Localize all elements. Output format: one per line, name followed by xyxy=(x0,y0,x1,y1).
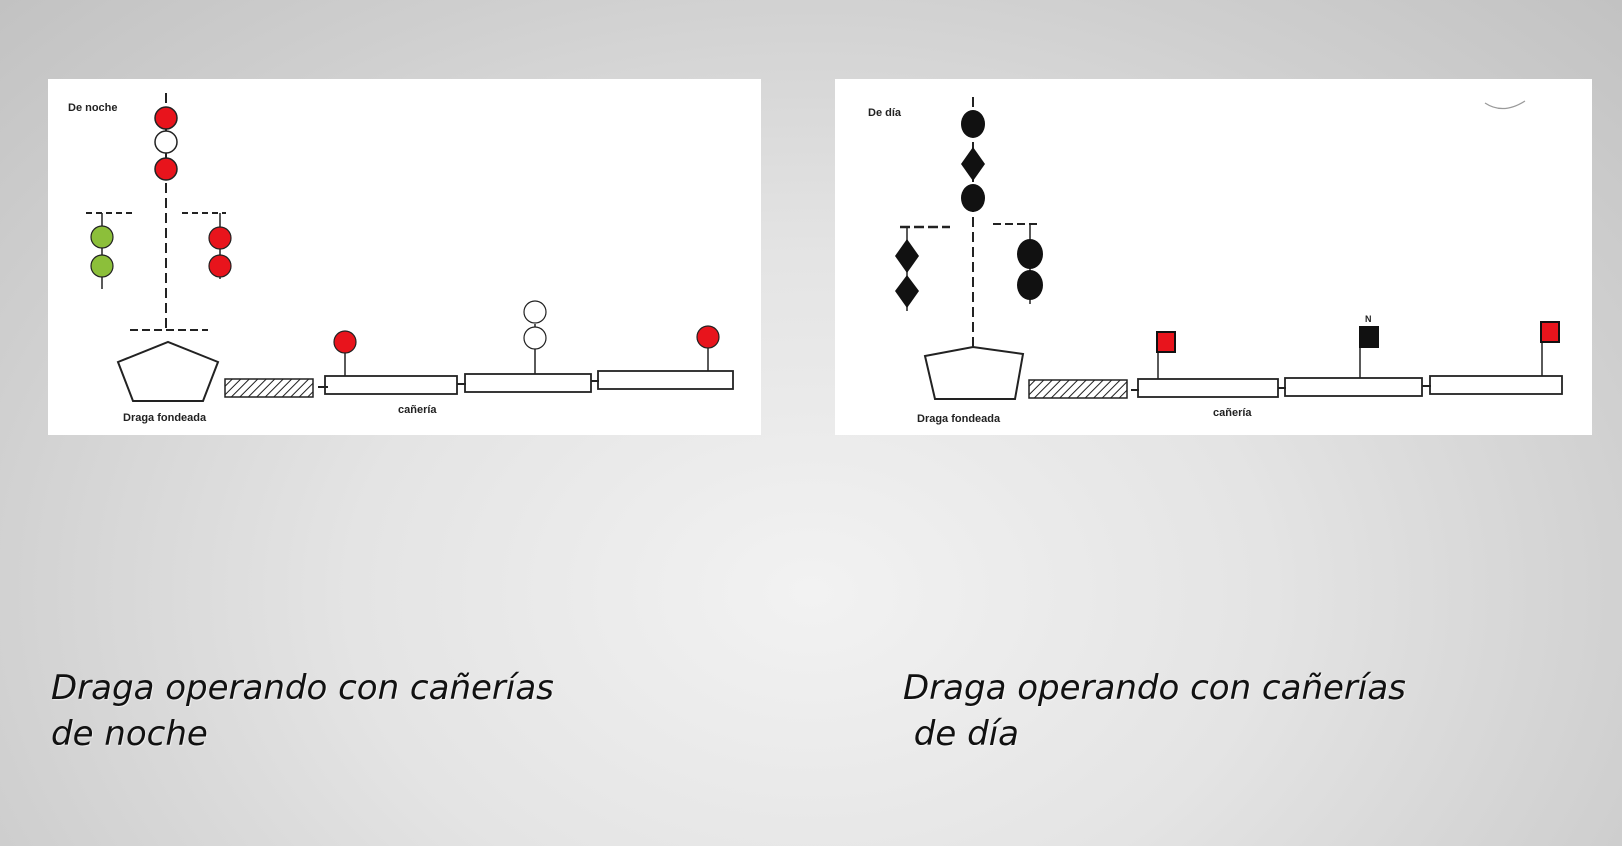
pipe-white-light-lower xyxy=(524,327,546,349)
day-caption-line2: de día xyxy=(903,714,1019,754)
pipe-red-light-1 xyxy=(334,331,356,353)
day-diagram xyxy=(835,79,1592,435)
pipe-segment-3 xyxy=(598,371,733,389)
night-diagram-panel xyxy=(48,79,761,435)
dredge-hull xyxy=(118,342,218,401)
black-ball-bottom xyxy=(961,184,985,212)
day-caption-line1: Draga operando con cañerías xyxy=(903,668,1406,708)
scratch-mark xyxy=(1485,101,1525,109)
red-light-bottom xyxy=(155,158,177,180)
pipe-white-light-upper xyxy=(524,301,546,323)
black-flag-n xyxy=(1359,326,1379,348)
white-light-middle xyxy=(155,131,177,153)
hatched-connector xyxy=(225,379,313,397)
red-light-right-lower xyxy=(209,255,231,277)
night-diagram xyxy=(48,79,761,435)
flag-letter: N xyxy=(1365,314,1372,324)
day-pipe-segment-1 xyxy=(1138,379,1278,397)
black-ball-top xyxy=(961,110,985,138)
pipe-segment-1 xyxy=(325,376,457,394)
day-dredge-hull xyxy=(925,347,1023,399)
day-pipe-label: cañería xyxy=(1213,407,1252,419)
night-dredge-label: Draga fondeada xyxy=(123,412,207,424)
red-flag-3 xyxy=(1541,322,1559,342)
black-ball-right-lower xyxy=(1017,270,1043,300)
night-caption-line2: de noche xyxy=(51,714,208,754)
black-ball-right-upper xyxy=(1017,239,1043,269)
green-light-upper xyxy=(91,226,113,248)
night-caption-line1: Draga operando con cañerías xyxy=(51,668,554,708)
red-light-top xyxy=(155,107,177,129)
day-hatched-connector xyxy=(1029,380,1127,398)
day-panel-label: De día xyxy=(868,107,902,119)
green-light-lower xyxy=(91,255,113,277)
day-pipe-segment-3 xyxy=(1430,376,1562,394)
black-diamond-left-lower xyxy=(895,275,919,308)
night-caption xyxy=(51,665,554,757)
day-dredge-label: Draga fondeada xyxy=(917,413,1001,425)
red-flag-1 xyxy=(1157,332,1175,352)
black-diamond-middle xyxy=(961,147,985,181)
day-caption xyxy=(903,665,1406,757)
pipe-segment-2 xyxy=(465,374,591,392)
night-pipe-label: cañería xyxy=(398,404,437,416)
red-light-right-upper xyxy=(209,227,231,249)
day-diagram-panel xyxy=(835,79,1592,435)
pipe-red-light-3 xyxy=(697,326,719,348)
day-pipe-segment-2 xyxy=(1285,378,1422,396)
night-panel-label: De noche xyxy=(68,102,118,114)
black-diamond-left-upper xyxy=(895,239,919,273)
